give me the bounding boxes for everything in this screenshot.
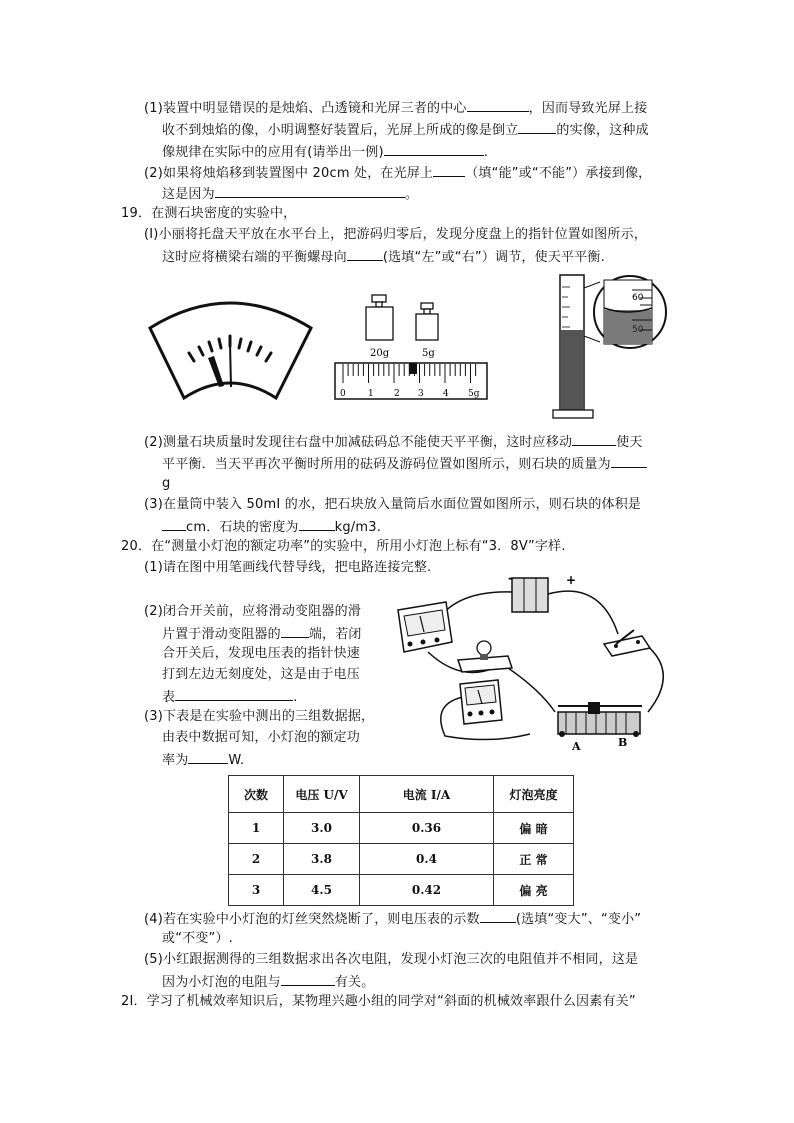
q20-p2-line2: 片置于滑动变阻器的 端，若闭 [162,624,362,644]
q19-p1-line2: 这时应将横梁右端的平衡螺母向 (选填“左”或“右”）调节，使天平平衡. [162,247,605,267]
answer-blank[interactable] [299,517,335,531]
table-cell: 3.0 [284,813,360,844]
ruler-label: 3 [418,389,424,399]
q20-p2-line3: 合开关后，发现电压表的指针快速 [162,646,361,661]
q19-p2-line1: (2)测量石块质量时发现往右盘中加减砝码总不能使天平平衡，这时应移动 使天 [144,432,643,452]
answer-blank[interactable] [347,247,383,261]
table-header: 次数 [229,776,284,813]
cylinder-mark: 50 [632,325,644,335]
q18-line3: 像规律在实际中的应用有(请举出一例) . [162,142,488,162]
table-cell: 0.36 [360,813,494,844]
answer-blank[interactable] [188,750,228,764]
table-cell: 0.42 [360,875,494,906]
q20-title: 20．在“测量小灯泡的额定功率”的实验中，所用小灯泡上标有“3．8V”字样. [121,539,566,554]
table-cell: 偏 暗 [494,813,574,844]
answer-blank[interactable] [215,184,405,198]
table-header: 灯泡亮度 [494,776,574,813]
answer-blank[interactable] [162,517,186,531]
weights-ruler-figure [332,290,492,402]
q20-p2-line4: 打到左边无刻度处，这是由于电压 [162,667,361,682]
q18-line5: 这是因为 。 [162,184,418,204]
q20-p4-line1: (4)若在实验中小灯泡的灯丝突然烧断了，则电压表的示数 (选填“变大”、“变小” [144,909,641,929]
q19-p3-line1: (3)在量筒中装入 50mI 的水，把石块放入量筒后水面位置如图所示，则石块的体积是 [144,497,642,512]
table-cell: 0.4 [360,844,494,875]
ammeter [460,680,502,724]
q18-line2: 收不到烛焰的像，小明调整好装置后，光屏上所成的像是倒立 的实像，这种成 [162,120,649,140]
q20-p3-line3: 率为 W. [162,750,244,770]
ruler-label: 5g [468,389,480,399]
battery [508,572,576,612]
q20-p5-line2: 因为小灯泡的电阻与 有关。 [162,972,374,992]
q19-p2-line2: 平平衡．当天平再次平衡时所用的砝码及游码位置如图所示，则石块的质量为 [162,454,647,474]
circuit-figure [390,572,680,754]
q18-line1: (1)装置中明显错误的是烛焰、凸透镜和光屏三者的中心 ，因而导致光屏上接 [144,98,647,118]
answer-blank[interactable] [480,909,516,923]
balance-dial-figure [148,298,313,413]
answer-blank[interactable] [384,142,484,156]
answer-blank[interactable] [467,98,529,112]
ruler-label: 1 [368,389,374,399]
table-cell: 4.5 [284,875,360,906]
cylinder-mark: 60 [632,293,644,303]
rider [409,363,417,374]
table-cell: 正 常 [494,844,574,875]
table-cell: 3.8 [284,844,360,875]
terminal-a-label: A [572,740,581,753]
q20-p5-line1: (5)小红跟据测得的三组数据求出各次电阻，发现小灯泡三次的电阻值并不相同，这是 [144,952,639,967]
q19-p1-line1: (I)小丽将托盘天平放在水平台上，把游码归零后，发现分度盘上的指针位置如图所示， [144,227,647,242]
terminal-b-label: B [618,736,628,749]
q20-p3-line1: (3)下表是在实验中测出的三组数据据， [144,709,375,724]
table-header: 电流 I/A [360,776,494,813]
rheostat [558,702,642,753]
answer-blank[interactable] [281,624,309,638]
answer-blank[interactable] [611,454,647,468]
answer-blank[interactable] [518,120,556,134]
answer-blank[interactable] [175,687,293,701]
q20-p1: (1)请在图中用笔画线代替导线，把电路连接完整. [144,560,432,575]
q20-p3-line2: 由表中数据可知，小灯泡的额定功 [162,730,361,745]
data-table [228,775,574,906]
table-cell: 1 [229,813,284,844]
table-header-row [229,776,574,813]
bulb [458,641,512,672]
voltmeter [398,602,452,652]
q20-p2-line5: 表 . [162,687,298,707]
weight-label: 5g [422,348,435,359]
battery-plus: + [566,573,577,587]
q20-p4-line2: 或“不变”）. [162,931,234,946]
q21-title: 2I．学习了机械效率知识后，某物理兴趣小组的同学对“斜面的机械效率跟什么因素有关” [121,994,636,1009]
table-cell: 3 [229,875,284,906]
graduated-cylinder-figure [552,272,692,424]
q19-title: 19．在测石块密度的实验中， [121,206,297,221]
ruler-label: 2 [394,389,400,399]
answer-blank[interactable] [572,432,616,446]
table-row [229,875,574,906]
answer-blank[interactable] [433,163,465,177]
weight-label: 20g [370,348,390,359]
table-row [229,813,574,844]
battery-minus: - [508,572,513,585]
table-header: 电压 U/V [284,776,360,813]
ruler-label: 4 [443,389,449,399]
table-cell: 2 [229,844,284,875]
q20-p2-line1: (2)闭合开关前，应将滑动变阻器的滑 [144,604,362,619]
table-cell: 偏 亮 [494,875,574,906]
answer-blank[interactable] [281,972,335,986]
ruler-label: 0 [340,389,346,399]
table-row [229,844,574,875]
q19-p3-line2: cm．石块的密度为 kg/m3. [162,517,381,537]
switch [604,630,650,656]
q19-p2-unit: g [162,476,171,491]
q18-line4: (2)如果将烛焰移到装置图中 20cm 处，在光屏上 （填“能”或“不能”）承接到像， [144,163,651,183]
